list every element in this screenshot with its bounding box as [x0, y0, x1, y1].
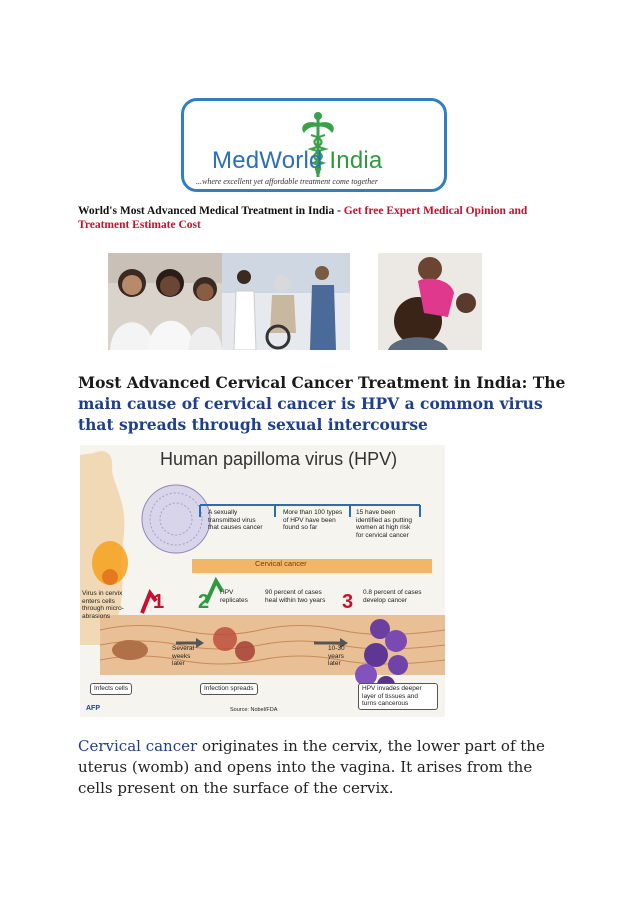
brand-part-medworld: MedWorld [212, 147, 323, 174]
step-2-number: 2 [198, 591, 210, 613]
point-eight-percent-note: 0.8 percent of cases develop cancer [363, 589, 422, 604]
left-note: Virus in cervix enters cells through micro-abrasions [82, 590, 124, 620]
top-note-3: 15 have been identified as putting women at high risk for cervical cancer [356, 509, 413, 539]
article-paragraph [78, 736, 548, 799]
step-3-number: 3 [342, 591, 354, 613]
ninety-percent-note: 90 percent of cases heal within two years [265, 589, 326, 604]
heading-lead: Most Advanced Cervical Cancer Treatment in India: The [78, 373, 566, 392]
article-heading [78, 372, 578, 435]
cervical-cancer-link[interactable]: Cervical cancer [78, 737, 198, 755]
ten-thirty-years-note: 10-30 years later [328, 645, 345, 667]
figure-source: Source: Nobel/FDA [230, 707, 278, 713]
free-opinion-link[interactable]: Get free Expert Medical Opinion and Treatment Estimate Cost [78, 205, 528, 231]
hpv-infographic-art [80, 445, 445, 717]
hpv-infographic [80, 445, 445, 717]
top-note-2: More than 100 types of HPV have been found so far [283, 509, 343, 531]
intro-lead: World's Most Advanced Medical Treatment in India - [78, 205, 344, 217]
medworld-logo[interactable] [181, 98, 447, 192]
hpv-invades-label: HPV invades deeper layer of tissues and turns cancerous [358, 683, 438, 710]
step-1-number: 1 [153, 591, 165, 613]
afp-credit: AFP [86, 705, 100, 712]
father-baby-image [378, 253, 482, 350]
top-note-1: A sexually transmitted virus that causes cancer [208, 509, 263, 531]
band-label: Cervical cancer [255, 559, 307, 568]
paragraph-body: originates in the cervix, the lower part of the uterus (womb) and opens into the vagina. It arises from the cells present on the surface of the cervix. [78, 737, 545, 797]
brand-part-india: India [329, 147, 383, 174]
infects-cells-label: Infects cells [90, 683, 132, 695]
heading-highlight: main cause of cervical cancer is HPV a common virus that spreads through sexual intercourse [78, 394, 543, 434]
photo-strip [108, 253, 482, 350]
doctors-team-image [108, 253, 222, 350]
hpv-replicates-note: HPV replicates [220, 589, 248, 604]
brand-name [212, 147, 382, 175]
elderly-care-image [222, 253, 350, 350]
brand-tagline: ...where excellent yet affordable treatment come together [196, 177, 378, 186]
figure-title: Human papilloma virus (HPV) [160, 449, 398, 469]
several-weeks-note: Several weeks later [172, 645, 195, 667]
intro-text [78, 204, 558, 232]
infection-spreads-label: Infection spreads [200, 683, 258, 695]
